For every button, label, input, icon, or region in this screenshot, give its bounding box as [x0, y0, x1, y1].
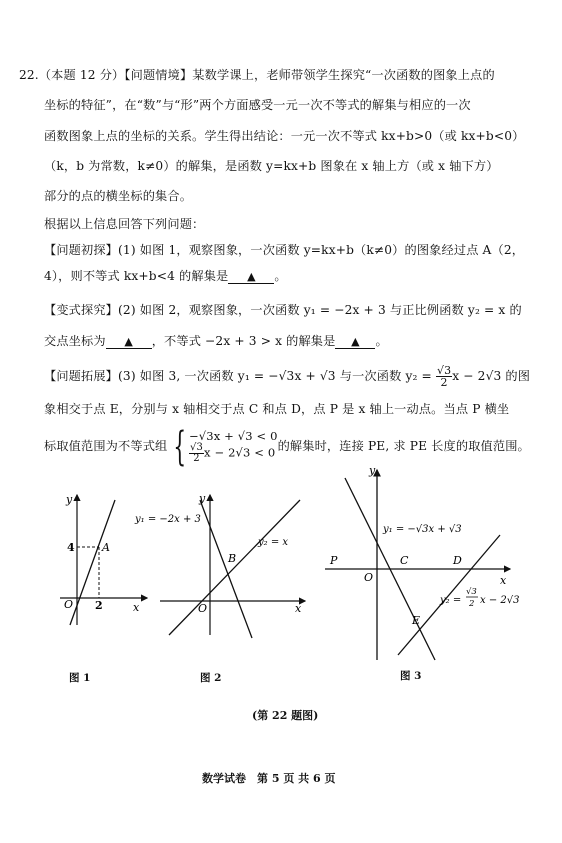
figure-2: [135, 490, 315, 640]
figure-1: [55, 485, 155, 630]
figure-1-caption: 图 1: [69, 672, 91, 684]
answer-blank-2: ▲: [106, 336, 152, 349]
y-axis-label: y: [66, 493, 73, 506]
figure-2-caption: 图 2: [200, 672, 222, 684]
page-footer: 数学试卷 第 5 页 共 6 页: [202, 772, 336, 785]
label-y1: y₁ = −√3x + √3: [383, 524, 462, 535]
label-y2-suffix: x − 2√3: [480, 595, 520, 606]
question-3-line-3: 标取值范围为不等式组 { −√3x + √3 < 0 $\frac{√3}{2}$ x − 2√3 < 0 的解集时，连接 PE, 求 PE 长度的取值范围。: [44, 423, 530, 470]
question-2-line-1: 【变式探究】(2) 如图 2，观察图象，一次函数 y₁ = −2x + 3 与正比例函数 y₂ = x 的: [44, 303, 522, 317]
origin-label: O: [64, 598, 74, 611]
problem-line-6: 根据以上信息回答下列问题：: [44, 217, 205, 231]
answer-blank-3: ▲: [335, 336, 375, 349]
label-y2-prefix: y₂ =: [440, 595, 462, 606]
answer-blank-1: ▲: [228, 271, 274, 284]
inequality-system: −√3x + √3 < 0 $\frac{√3}{2}$ x − 2√3 < 0: [188, 429, 278, 464]
system-brace: {: [173, 423, 187, 470]
problem-line-2: 坐标的特征”，在“数”与“形”两个方面感受一元一次不等式的解集与相应的一次: [44, 98, 471, 112]
point-e-label: E: [412, 614, 421, 627]
label-y2: y₂ = x: [258, 537, 289, 548]
origin-label: O: [364, 571, 374, 584]
question-2-line-2: 交点坐标为 ▲ ，不等式 −2x + 3 > x 的解集是 ▲ 。: [44, 334, 388, 348]
label-y1: y₁ = −2x + 3: [135, 514, 201, 525]
question-3-line-2: 象相交于点 E，分别与 x 轴相交于点 C 和点 D，点 P 是 x 轴上一动点。当点 P 横坐: [44, 402, 510, 416]
x-axis-label: x: [500, 574, 507, 587]
question-1-line-1: 【问题初探】(1) 如图 1，观察图象，一次函数 y=kx+b（k≠0）的图象经过点 A（2，: [44, 243, 525, 257]
problem-line-3: 函数图象上点的坐标的关系。学生得出结论：一元一次不等式 kx+b>0（或 kx+b<0）: [44, 129, 525, 143]
problem-line-4: （k，b 为常数，k≠0）的解集，是函数 y=kx+b 图象在 x 轴上方（或 x 轴下方）: [44, 159, 499, 173]
question-1-line-2: 4），则不等式 kx+b<4 的解集是 ▲ 。: [44, 269, 287, 283]
line-y1: [200, 500, 252, 638]
point-c-label: C: [400, 554, 409, 567]
figure-3-caption: 图 3: [400, 670, 422, 682]
label-y2-frac-num: √3: [466, 587, 477, 597]
y-axis-label: y: [199, 492, 206, 505]
x-axis-label: x: [295, 602, 302, 615]
label-y2-frac-den: 2: [469, 599, 475, 609]
x-axis-label: x: [133, 601, 140, 614]
figure-3: [320, 460, 550, 665]
question-3-line-1: 【问题拓展】(3) 如图 3, 一次函数 y₁ = −√3x + √3 与一次函数 y₂ = $\frac{√3}{2}$ x − 2√3 的图: [44, 364, 531, 389]
origin-label: O: [198, 602, 208, 615]
fraction-sqrt3-over-2: $\frac{√3}{2}$: [436, 364, 452, 389]
problem-line-1: 22.（本题 12 分）【问题情境】某数学课上，老师带领学生探究“一次函数的图象上点的: [19, 68, 495, 82]
point-d-label: D: [453, 554, 462, 567]
figure-group-caption: (第 22 题图): [252, 709, 319, 722]
problem-line-5: 部分的点的横坐标的集合。: [44, 189, 193, 203]
point-a-label: A: [102, 541, 110, 554]
tick-4-label: 4: [67, 541, 75, 554]
point-p-label: P: [330, 554, 338, 567]
point-b-label: B: [228, 552, 237, 565]
y-axis-label: y: [369, 464, 376, 477]
tick-2-label: 2: [95, 599, 103, 612]
